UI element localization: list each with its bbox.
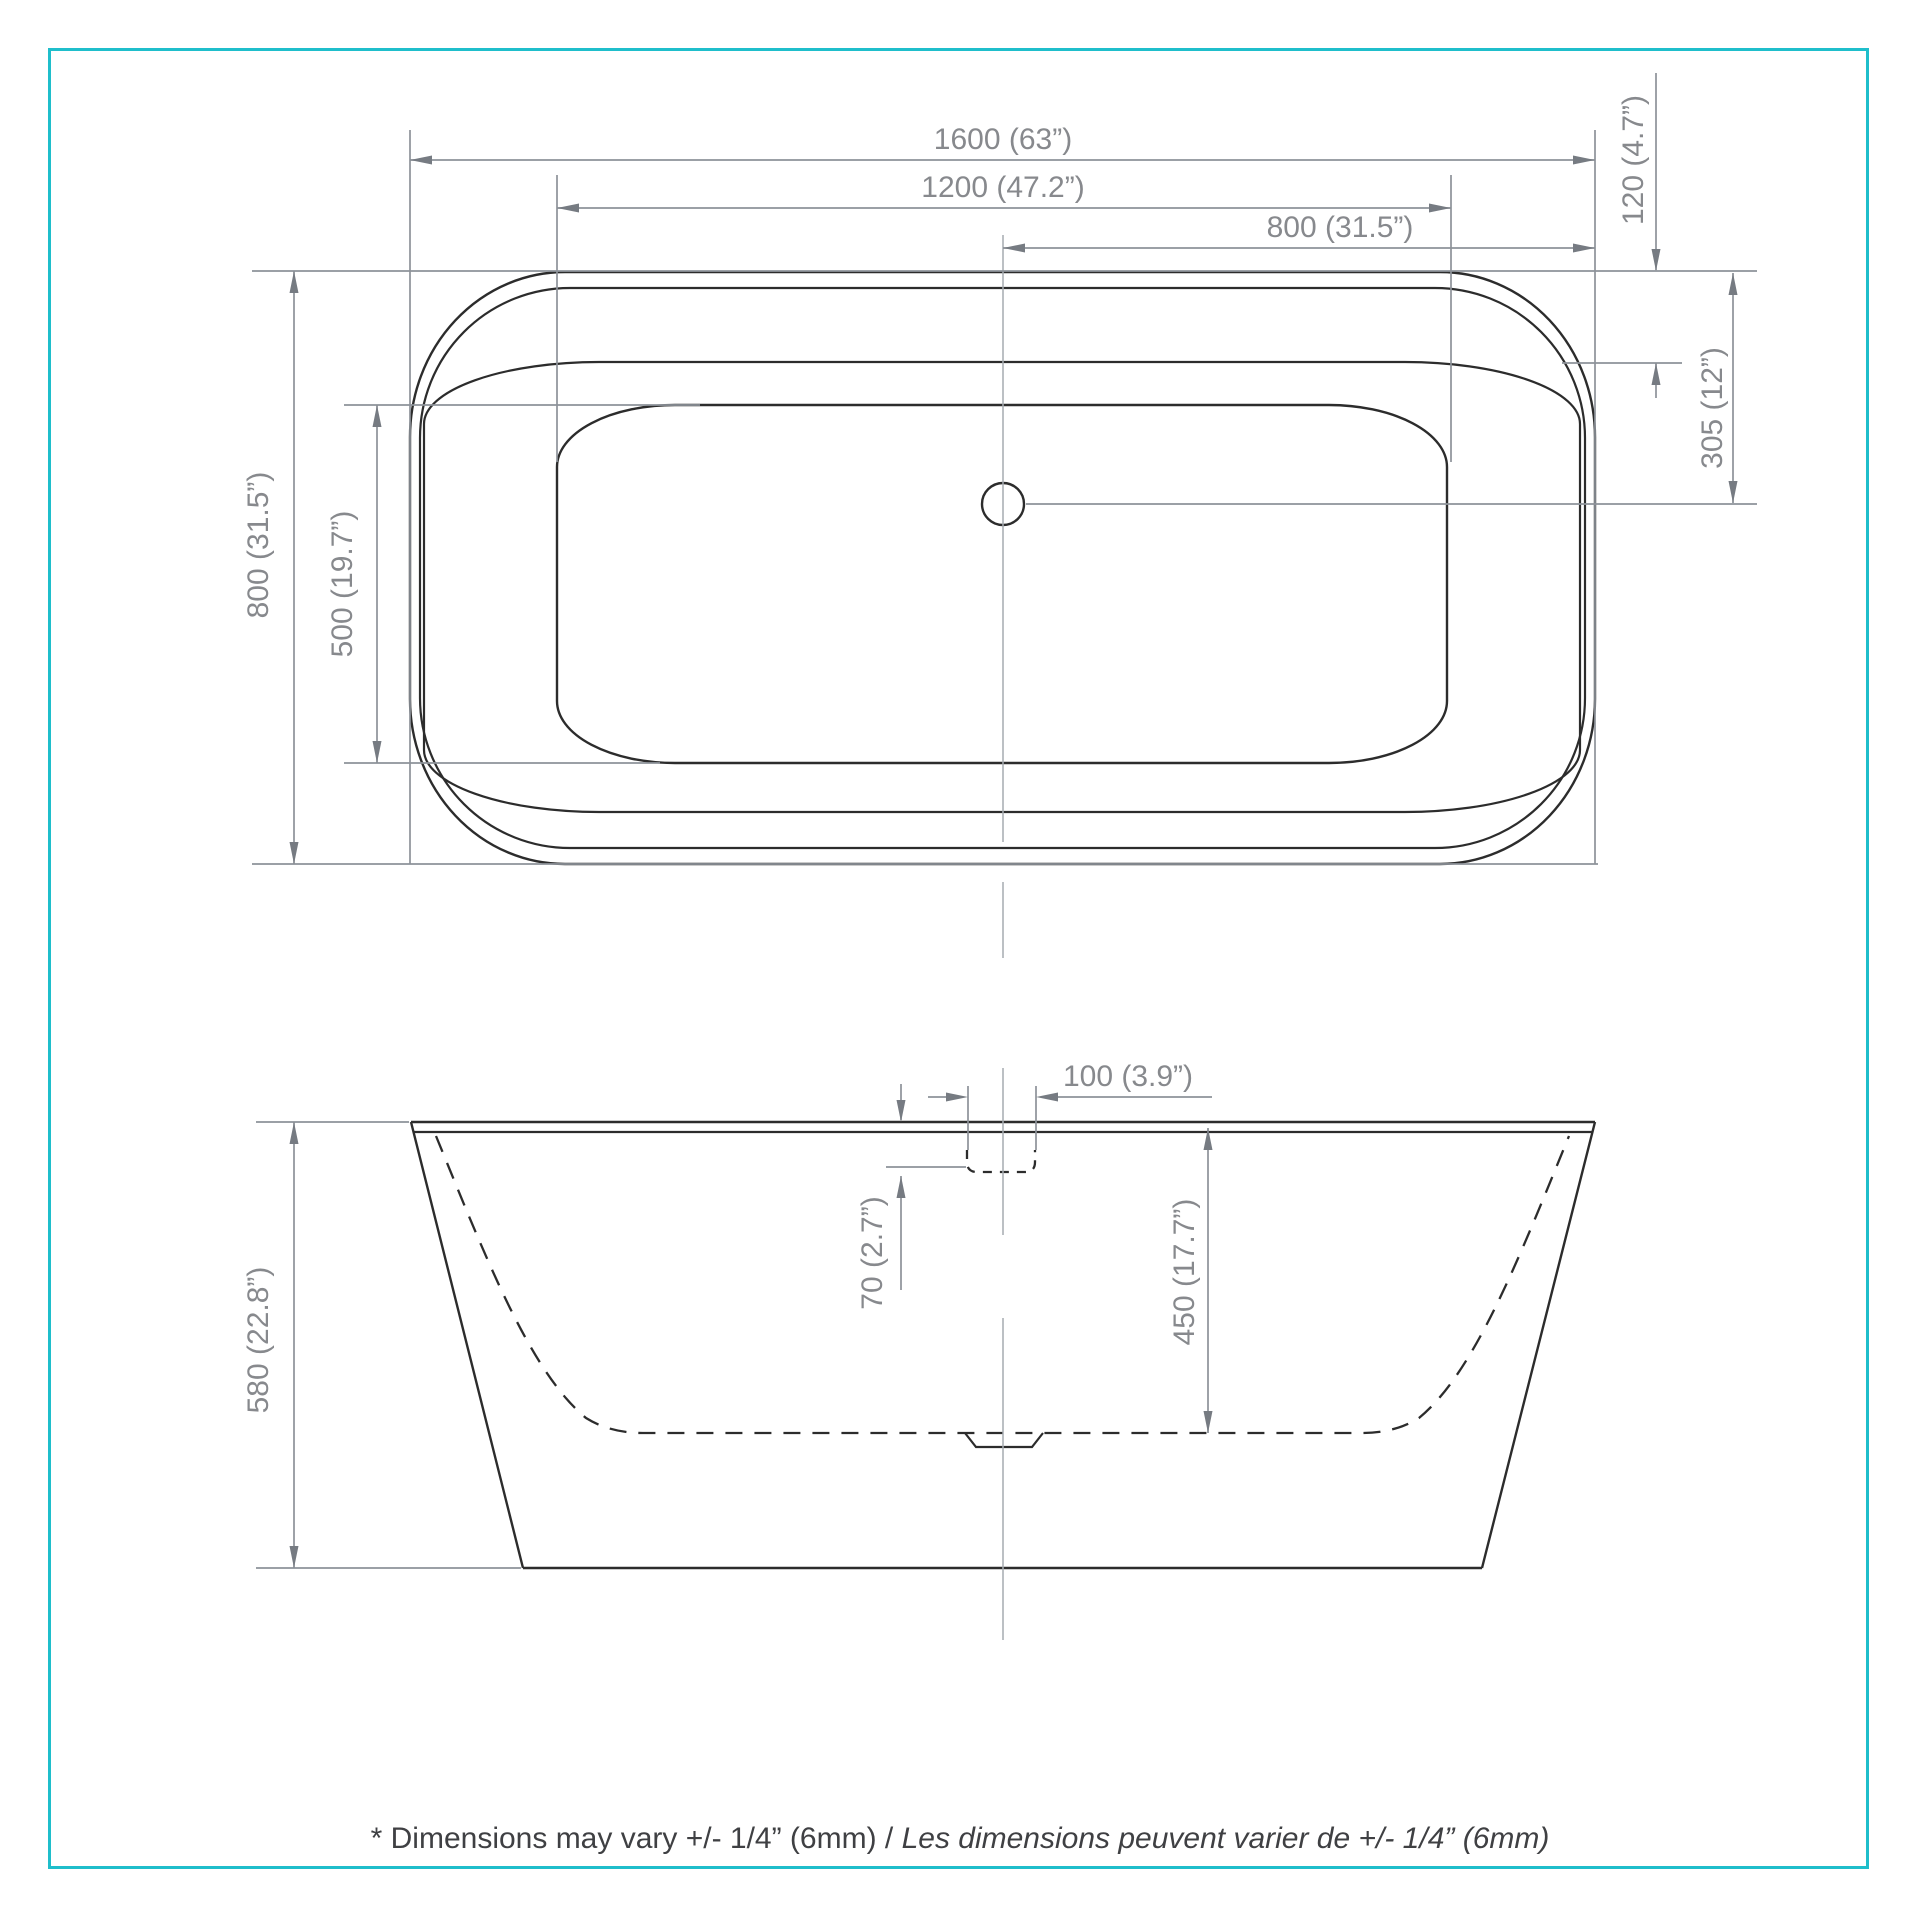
dim-overflow-width [928,1060,1212,1102]
dim-drain-offset-end [1003,211,1595,253]
tub-basin-edge [557,405,1447,763]
dim-drain-offset-side [1696,273,1738,503]
dim-rim-width [1617,73,1661,398]
dim-overall-length [410,123,1595,165]
dim-label-rim-width: 120 (4.7”) [1617,94,1650,226]
tub-waterline [424,362,1580,812]
top-view [242,73,1757,958]
dim-label-inner-length: 1200 (47.2”) [921,171,1085,204]
dim-inner-depth [1168,1128,1213,1433]
dim-overflow-drop [856,1084,906,1310]
tolerance-note-en: * Dimensions may vary +/- 1/4” (6mm) [370,1822,885,1855]
dim-label-overall-height: 580 (22.8”) [242,1266,275,1414]
dim-label-inner-depth: 450 (17.7”) [1168,1198,1201,1346]
dim-overall-height [242,1122,299,1568]
tolerance-note-fr: Les dimensions peuvent varier de +/- 1/4” (6mm) [901,1822,1550,1855]
dim-label-overflow-width: 100 (3.9”) [1062,1060,1194,1093]
dim-label-overall-width: 800 (31.5”) [242,471,275,619]
tolerance-note [0,1822,1920,1856]
horizontal-extension-lines [252,271,1757,864]
dim-overall-width [242,271,299,864]
front-view [242,1060,1595,1640]
dim-inner-length [557,171,1451,213]
tolerance-note-divider: / [884,1822,902,1855]
dim-label-overflow-drop: 70 (2.7”) [856,1196,889,1310]
dim-label-overall-length: 1600 (63”) [933,123,1073,156]
hidden-overflow-fitting [967,1150,1035,1172]
drain-recess [965,1433,1043,1447]
dim-inner-width [326,405,382,763]
dim-label-drain-offset-end: 800 (31.5”) [1266,211,1414,244]
dim-label-inner-width: 500 (19.7”) [326,510,359,658]
dim-label-drain-offset-side: 305 (12”) [1696,347,1729,469]
front-extension-lines [256,1086,1036,1568]
